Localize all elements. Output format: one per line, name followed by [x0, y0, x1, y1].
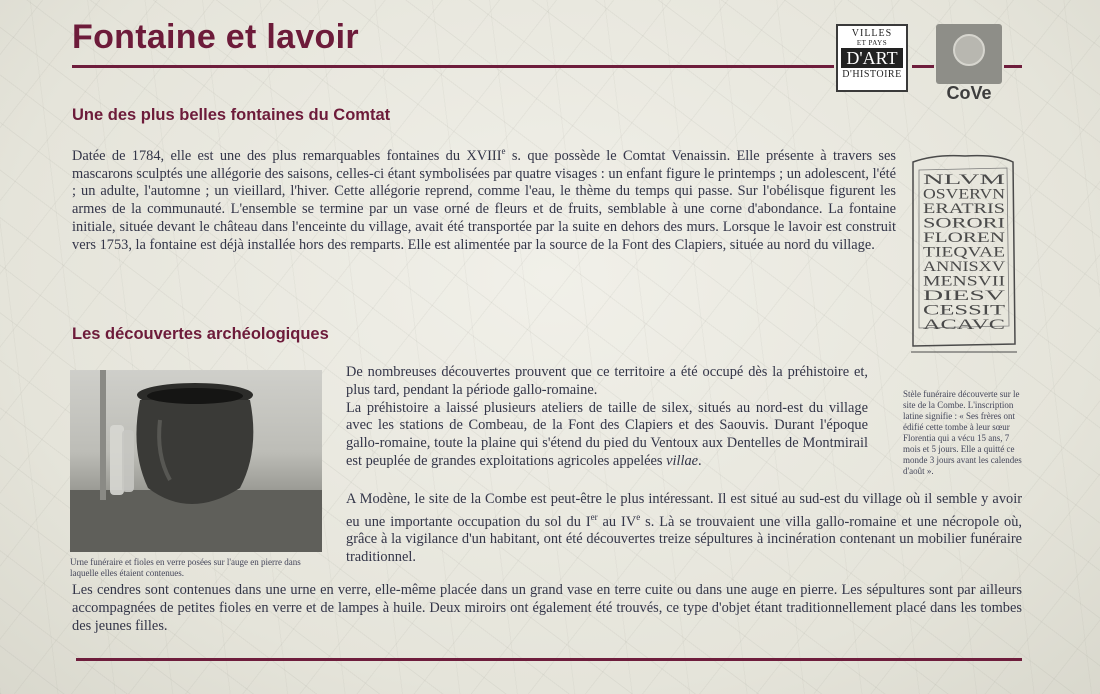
- bottom-rule: [76, 658, 1022, 661]
- superscript: e: [501, 146, 506, 156]
- text-run: .: [698, 452, 702, 469]
- logo-line: D'ART: [841, 48, 903, 68]
- paragraph-sepultures: Les cendres sont contenues dans une urne en verre, elle-même placée dans un grand vase en terre cuite ou dans une auge en pierre. Les sépultures sont par ailleurs accompagnées de petites fioles en verre et de lampes à huile. Deux miroirs ont également été trouvés, ce type d'objet étant traditionnellement placé dans les tombes des jeunes filles.: [72, 582, 1022, 634]
- superscript: e: [636, 511, 641, 522]
- stele-inscription-line: NLVM: [923, 172, 1005, 188]
- text-run: s. que possède le Comtat Venaissin. Elle présente à travers ses mascarons sculptés une allégorie des saisons, celles-ci étant symbolisées par quatre visages : un enfant figure le printemps ; un adolescent, l'été ; un adulte, l'automne ; un vieillard, l'hiver. Cette allégorie reprend, comme l'eau, le thème du temps qui passe. Sur l'obélisque figurent les armes de la communauté. L'ensemble se termine par un vase orné de fleurs et de fruits, semblable à une corne d'abondance. La fontaine initiale, située devant le château dans l'enceinte du village, avait été transportée par la suite en dehors des murs. Lorsque le lavoir est construit vers 1753, la fontaine est déjà installée hors des remparts. Elle est alimentée par la source de la Font des Clapiers, située au nord du village.: [72, 147, 896, 253]
- stele-inscription-line: ANNISXV: [923, 259, 1006, 275]
- stele-inscription-line: FLOREN: [923, 230, 1006, 246]
- stele-inscription-line: CESSIT: [923, 302, 1005, 319]
- text-run: s. Là se trouvaient une villa gallo-romaine et une nécropole où, grâce à la vigilance d'un habitant, ont été découvertes treize sépultures à incinération contenant un mobilier funéraire traditionnel.: [346, 513, 1022, 566]
- page-title: Fontaine et lavoir: [72, 18, 359, 56]
- text-run: La préhistoire a laissé plusieurs ateliers de taille de silex, situés au nord-est du village avec les stations de Combeau, de la Font des Clapiers et des Saouvis. Durant l'époque gallo-romaine, toute la plaine qui s'étend du pied du Ventoux aux Dentelles de Montmirail est peuplée de grandes exploitations agricoles appelées: [346, 399, 868, 469]
- stele-illustration: [905, 148, 1023, 363]
- section-text-decouvertes: [346, 364, 868, 471]
- stele-caption: Stèle funéraire découverte sur le site de la Combe. L'inscription latine signifie : « Ses frères ont édifié cette tombe à leur sœur Florentia qui a vécu 15 ans, 7 mois et 5 jours. Elle a quitté ce monde 3 jours avant les calendes d'août ».: [903, 389, 1022, 476]
- section-text-fontaine: [72, 143, 896, 255]
- stele-inscription-line: ERATRIS: [923, 201, 1005, 217]
- cove-emblem-icon: [953, 34, 985, 66]
- stele-inscription-line: ACAVC: [923, 317, 1005, 333]
- cove-logo: [936, 24, 1002, 84]
- logo-line: VILLES: [851, 28, 893, 39]
- title-rule: [72, 65, 834, 68]
- section-heading-decouvertes: Les découvertes archéologiques: [72, 325, 329, 343]
- stele-inscription-line: OSVERVN: [923, 186, 1006, 203]
- cove-logo-text: CoVe: [946, 83, 992, 103]
- stele-inscription-line: TIEQVAE: [923, 244, 1005, 261]
- italic-term: villae: [666, 452, 699, 469]
- stele-inscription-line: DIESV: [923, 288, 1006, 304]
- urn-photo: [70, 370, 322, 552]
- text-run: A Modène, le site de la Combe est peut-être le plus intéressant. Il est situé au sud-est du village où il semble y avoir eu une importante occupation du sol du I: [346, 491, 1022, 530]
- paragraph-modene: [346, 491, 1022, 567]
- photo-caption: Urne funéraire et fioles en verre posées sur l'auge en pierre dans laquelle elles étaient contenues.: [70, 557, 301, 578]
- stele-inscription-line: MENSVII: [923, 273, 1006, 290]
- text-run: au IV: [597, 513, 637, 530]
- paragraph-intro: De nombreuses découvertes prouvent que ce territoire a été occupé dès la préhistoire et, plus tard, pendant la période gallo-romaine.: [346, 364, 868, 398]
- section-heading-fontaine: Une des plus belles fontaines du Comtat: [72, 106, 391, 124]
- logo-line: ET PAYS: [856, 39, 888, 47]
- urn-photo-drawing: [70, 370, 322, 552]
- villes-art-histoire-logo: [836, 24, 908, 92]
- superscript: er: [590, 511, 598, 522]
- title-rule-end: [1004, 65, 1022, 68]
- title-rule-short: [912, 65, 934, 68]
- logo-line: D'HISTOIRE: [842, 69, 902, 80]
- text-run: Datée de 1784, elle est une des plus remarquables fontaines du XVIII: [72, 147, 502, 164]
- paragraph-prehistoire: [346, 400, 868, 471]
- stele-inscription-line: SORORI: [923, 215, 1006, 232]
